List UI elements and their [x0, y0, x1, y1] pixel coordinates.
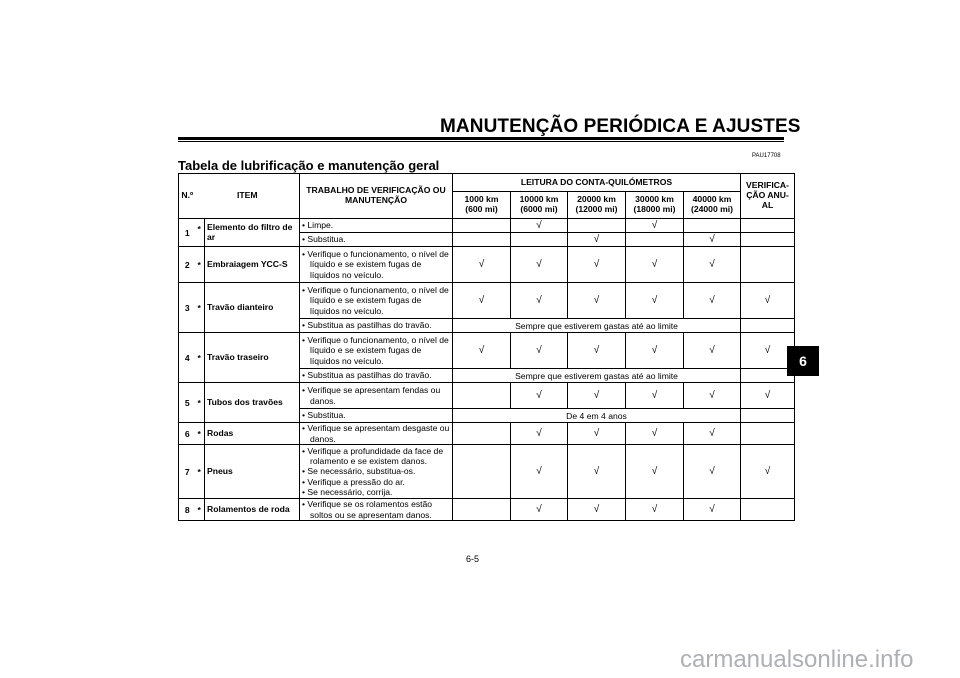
row-task	[300, 233, 453, 247]
check-mark-icon: √	[536, 259, 542, 270]
table-row	[179, 383, 795, 409]
check-mark-icon: √	[536, 466, 542, 477]
task-line: • Substitua.	[302, 234, 450, 244]
check-cell	[511, 283, 568, 319]
check-cell	[626, 499, 684, 521]
check-cell	[684, 247, 741, 283]
header-mi-value: (600 mi)	[465, 204, 498, 214]
header-km-value: 20000 km	[577, 194, 616, 205]
check-mark-icon: √	[651, 428, 658, 439]
check-cell	[568, 333, 626, 369]
check-cell	[568, 445, 626, 499]
check-mark-icon: √	[651, 345, 658, 356]
row-number: 3	[179, 283, 196, 333]
check-mark-icon: √	[536, 504, 542, 515]
check-cell	[568, 219, 626, 233]
check-cell	[684, 423, 741, 445]
row-asterisk: *	[196, 283, 205, 333]
header-km-4	[684, 192, 741, 219]
row-item: Tubos dos travões	[205, 383, 300, 423]
check-mark-icon: √	[764, 390, 771, 401]
check-mark-icon: √	[536, 345, 542, 356]
check-cell	[626, 219, 684, 233]
header-km-value: 30000 km	[635, 194, 674, 205]
row-task	[300, 247, 453, 283]
check-cell	[626, 233, 684, 247]
check-mark-icon: √	[764, 295, 771, 306]
task-line: • Se necessário, corrija.	[302, 487, 450, 497]
table-row	[179, 445, 795, 499]
row-asterisk: *	[196, 219, 205, 247]
title-rule	[178, 137, 784, 140]
check-mark-icon: √	[593, 466, 600, 477]
check-cell	[511, 333, 568, 369]
row-task	[300, 283, 453, 319]
table-row	[179, 247, 795, 283]
row-number: 7	[179, 445, 196, 499]
header-km-value: 1000 km	[464, 194, 499, 205]
section-title: Tabela de lubrificação e manutenção geral	[178, 158, 440, 173]
check-cell	[741, 247, 795, 283]
check-cell	[511, 499, 568, 521]
header-item: ITEM	[196, 174, 300, 219]
header-mi-value: (6000 mi)	[520, 204, 558, 214]
task-line: • Verifique o funcionamento, o nível de líquido e se existem fugas de líquidos no veículo.	[302, 335, 450, 366]
check-mark-icon: √	[651, 220, 658, 231]
table-row	[179, 333, 795, 369]
check-mark-icon: √	[709, 428, 715, 439]
row-task	[300, 499, 453, 521]
row-item: Rolamentos de roda	[205, 499, 300, 521]
check-mark-icon: √	[536, 428, 542, 439]
header-mi-value: (24000 mi)	[690, 204, 734, 214]
check-cell	[453, 423, 511, 445]
row-asterisk: *	[196, 423, 205, 445]
check-cell	[626, 283, 684, 319]
row-task	[300, 423, 453, 445]
check-cell	[626, 445, 684, 499]
row-item: Pneus	[205, 445, 300, 499]
check-cell	[741, 383, 795, 409]
row-task	[300, 219, 453, 233]
check-mark-icon: √	[593, 504, 600, 515]
check-cell	[453, 233, 511, 247]
row-item: Embraiagem YCC-S	[205, 247, 300, 283]
check-cell	[511, 423, 568, 445]
check-cell	[626, 247, 684, 283]
table-row	[179, 219, 795, 233]
check-cell	[568, 233, 626, 247]
task-line: • Substitua as pastilhas do travão.	[302, 320, 450, 330]
header-work: TRABALHO DE VERIFICAÇÃO OU MANUTENÇÃO	[300, 174, 453, 219]
header-mi-value: (12000 mi)	[575, 204, 618, 214]
table-row	[179, 423, 795, 445]
check-mark-icon: √	[651, 466, 658, 477]
check-mark-icon: √	[709, 234, 715, 245]
check-cell	[741, 499, 795, 521]
header-no: N.º	[179, 174, 196, 219]
row-asterisk: *	[196, 333, 205, 383]
row-item: Travão dianteiro	[205, 283, 300, 333]
check-mark-icon: √	[764, 345, 771, 356]
page-title: MANUTENÇÃO PERIÓDICA E AJUSTES	[440, 116, 801, 137]
check-cell	[453, 247, 511, 283]
row-item: Travão traseiro	[205, 333, 300, 383]
task-line: • Verifique se apresentam fendas ou danos.	[302, 385, 450, 406]
check-cell	[453, 445, 511, 499]
header-km-3	[626, 192, 684, 219]
check-cell	[568, 383, 626, 409]
row-number: 5	[179, 383, 196, 423]
table-row	[179, 283, 795, 319]
row-task	[300, 369, 453, 383]
header-km-0	[453, 192, 511, 219]
check-mark-icon: √	[709, 466, 715, 477]
check-mark-icon: √	[593, 390, 600, 401]
interval-note: De 4 em 4 anos	[453, 409, 741, 423]
check-cell	[684, 499, 741, 521]
check-cell	[626, 423, 684, 445]
title-rule-thin	[178, 141, 784, 142]
header-km-1	[511, 192, 568, 219]
row-asterisk: *	[196, 383, 205, 423]
check-mark-icon: √	[651, 504, 658, 515]
row-number: 1	[179, 219, 196, 247]
reference-code: PAU17708	[752, 153, 781, 159]
task-line: • Verifique a profundidade da face de rolamento e se existem danos.	[302, 446, 450, 467]
row-asterisk: *	[196, 499, 205, 521]
check-cell	[568, 247, 626, 283]
row-item: Rodas	[205, 423, 300, 445]
row-number: 6	[179, 423, 196, 445]
task-line: • Verifique se apresentam desgaste ou danos.	[302, 423, 450, 444]
header-odometer: LEITURA DO CONTA-QUILÓMETROS	[453, 174, 741, 192]
check-mark-icon: √	[709, 345, 715, 356]
task-line: • Verifique a pressão do ar.	[302, 477, 450, 487]
check-mark-icon: √	[709, 390, 715, 401]
check-cell	[568, 283, 626, 319]
check-cell	[684, 219, 741, 233]
header-annual: VERIFICA-ÇÃO ANU-AL	[741, 174, 795, 219]
check-mark-icon: √	[593, 428, 600, 439]
check-cell	[453, 219, 511, 233]
check-cell	[741, 283, 795, 319]
check-cell	[453, 283, 511, 319]
task-line: • Substitua as pastilhas do travão.	[302, 370, 450, 380]
check-cell	[453, 499, 511, 521]
row-task	[300, 319, 453, 333]
check-mark-icon: √	[478, 295, 485, 306]
check-cell	[511, 445, 568, 499]
check-cell	[684, 233, 741, 247]
interval-note: Sempre que estiverem gastas até ao limite	[453, 319, 741, 333]
check-cell	[568, 499, 626, 521]
chapter-tab: 6	[787, 346, 819, 376]
row-asterisk: *	[196, 247, 205, 283]
check-cell	[568, 423, 626, 445]
check-cell	[626, 333, 684, 369]
row-task	[300, 409, 453, 423]
task-line: • Verifique o funcionamento, o nível de líquido e se existem fugas de líquidos no veículo.	[302, 285, 450, 316]
check-mark-icon: √	[593, 234, 600, 245]
table-row	[179, 499, 795, 521]
task-line: • Verifique se os rolamentos estão soltos ou se apresentam danos.	[302, 499, 450, 520]
check-cell	[453, 383, 511, 409]
row-number: 4	[179, 333, 196, 383]
check-mark-icon: √	[478, 259, 485, 270]
check-mark-icon: √	[709, 504, 715, 515]
row-task	[300, 383, 453, 409]
check-mark-icon: √	[651, 390, 658, 401]
check-cell	[511, 233, 568, 247]
interval-note: Sempre que estiverem gastas até ao limite	[453, 369, 741, 383]
page-number: 6-5	[466, 554, 480, 564]
task-line: • Se necessário, substitua-os.	[302, 466, 450, 476]
row-task	[300, 333, 453, 369]
header-km-value: 40000 km	[692, 194, 732, 205]
row-number: 8	[179, 499, 196, 521]
check-cell	[684, 333, 741, 369]
header-km-2	[568, 192, 626, 219]
check-cell	[453, 333, 511, 369]
row-item: Elemento do filtro de ar	[205, 219, 300, 247]
check-mark-icon: √	[651, 295, 658, 306]
task-line: • Substitua.	[302, 410, 450, 420]
check-cell	[684, 283, 741, 319]
check-mark-icon: √	[478, 345, 485, 356]
check-mark-icon: √	[709, 295, 715, 306]
check-cell	[684, 383, 741, 409]
check-cell	[741, 319, 795, 333]
row-task	[300, 445, 453, 499]
check-mark-icon: √	[536, 220, 542, 231]
row-number: 2	[179, 247, 196, 283]
check-cell	[741, 233, 795, 247]
check-mark-icon: √	[593, 295, 600, 306]
check-cell	[684, 445, 741, 499]
check-cell	[741, 219, 795, 233]
check-cell	[741, 445, 795, 499]
header-km-value: 10000 km	[519, 194, 559, 205]
check-cell	[741, 423, 795, 445]
maintenance-table	[178, 173, 795, 521]
task-line: • Verifique o funcionamento, o nível de líquido e se existem fugas de líquidos no veículo.	[302, 249, 450, 280]
watermark: carmanualsonline.info	[680, 646, 914, 673]
check-mark-icon: √	[536, 390, 542, 401]
check-mark-icon: √	[593, 345, 600, 356]
check-mark-icon: √	[651, 259, 658, 270]
check-mark-icon: √	[593, 259, 600, 270]
check-mark-icon: √	[709, 259, 715, 270]
check-cell	[626, 383, 684, 409]
check-cell	[741, 409, 795, 423]
check-mark-icon: √	[764, 466, 771, 477]
check-cell	[511, 219, 568, 233]
header-mi-value: (18000 mi)	[633, 204, 676, 214]
row-asterisk: *	[196, 445, 205, 499]
check-mark-icon: √	[536, 295, 542, 306]
check-cell	[511, 247, 568, 283]
task-line: • Limpe.	[302, 220, 450, 230]
check-cell	[511, 383, 568, 409]
